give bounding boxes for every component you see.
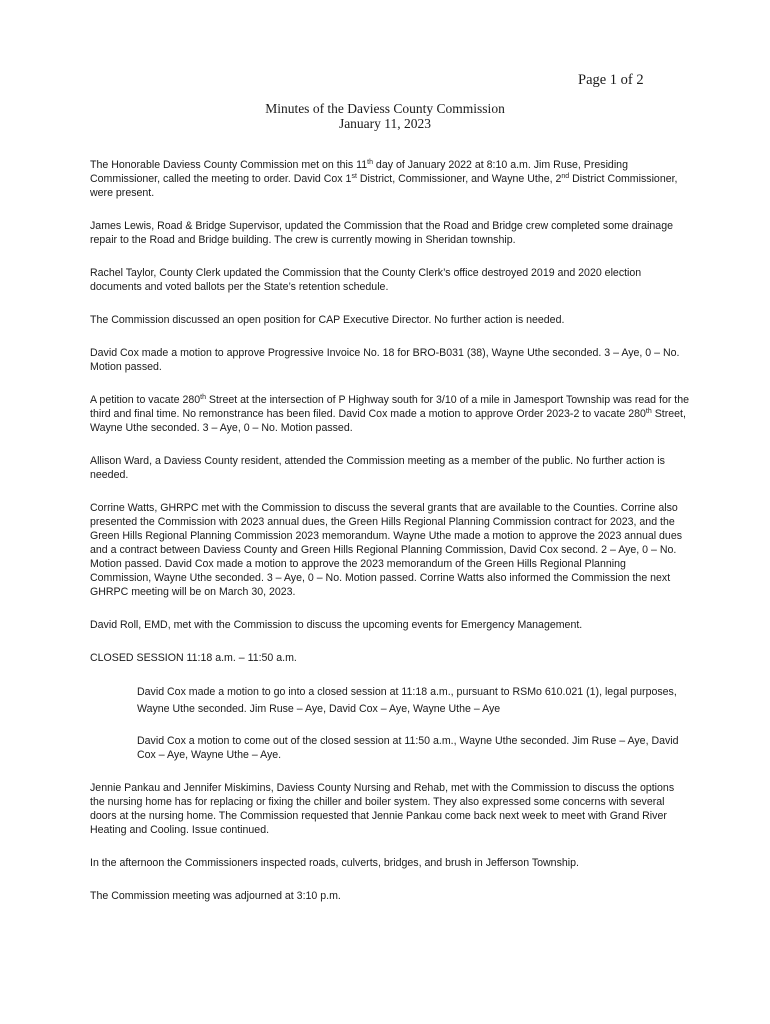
closed-session-motion-enter: David Cox made a motion to go into a closed session at 11:18 a.m., pursuant to RSMo 610.021 (1), legal purposes, Wayne Uthe seconded. Jim Ruse – Aye, David Cox – Aye, Wayne Uthe – Aye (137, 686, 677, 715)
paragraph-street-vacate: A petition to vacate 280th Street at the intersection of P Highway south for 3/10 of a mile in Jamesport Township was read for the third and final time. No remonstrance has been filed. David Cox made a motion to approve Order 2023-2 to vacate 280th Street, Wayne Uthe seconded. 3 – Aye, 0 – No. Motion passed. (90, 394, 690, 434)
closed-session-section (90, 651, 690, 762)
paragraph-call-to-order: The Honorable Daviess County Commission met on this 11th day of January 2022 at 8:10 a.m. Jim Ruse, Presiding Commissioner, called the meeting to order. David Cox 1st District, Commissioner, and Wayne Uthe, 2nd District Commissioner, were present. (90, 159, 678, 199)
paragraph-county-clerk: Rachel Taylor, County Clerk updated the Commission that the County Clerk’s office destroyed 2019 and 2020 election documents and voted ballots per the State’s retention schedule. (90, 267, 642, 293)
closed-session-heading: CLOSED SESSION 11:18 a.m. – 11:50 a.m. (90, 652, 297, 664)
paragraph-emergency-management: David Roll, EMD, met with the Commission to discuss the upcoming events for Emergency Management. (90, 619, 583, 631)
paragraph-nursing-home: Jennie Pankau and Jennifer Miskimins, Daviess County Nursing and Rehab, met with the Commission to discuss the options the nursing home has for replacing or fixing the chiller and boiler system. They also expressed some concerns with several doors at the nursing home. The Commission requested that Jennie Pankau come back next week to meet with Grand River Heating and Cooling. Issue continued. (90, 782, 675, 836)
date-line: January 11, 2023 (338, 116, 432, 131)
paragraph-inspection: In the afternoon the Commissioners inspected roads, culverts, bridges, and brush in Jefferson Township. (90, 857, 579, 869)
paragraph-cap-director: The Commission discussed an open position for CAP Executive Director. No further action is needed. (90, 314, 565, 326)
minutes-body (90, 158, 690, 922)
closed-session-motions (137, 684, 690, 762)
document-title (0, 101, 770, 131)
paragraph-ghrpc: Corrine Watts, GHRPC met with the Commission to discuss the several grants that are available to the Counties. Corrine also presented the Commission with 2023 annual dues, the Green Hills Regional Planning Commission contract for 2023, and the Green Hills Regional Planning Commission 2023 memorandum. Wayne Uthe made a motion to approve the 2023 annual dues and a contract between Daviess County and Green Hills Regional Planning Commission, David Cox second. 2 – Aye, 0 – No. Motion passed. David Cox made a motion to approve the 2023 memorandum of the Green Hills Regional Planning Commission, Wayne Uthe seconded. 3 – Aye, 0 – No. Motion passed. Corrine Watts also informed the Commission the next GHRPC meeting will be on March 30, 2023. (90, 502, 683, 598)
paragraph-adjourned: The Commission meeting was adjourned at 3:10 p.m. (90, 890, 341, 902)
closed-session-motion-exit: David Cox a motion to come out of the closed session at 11:50 a.m., Wayne Uthe seconded. Jim Ruse – Aye, David Cox – Aye, Wayne Uthe – Aye. (137, 735, 679, 761)
paragraph-invoice-motion: David Cox made a motion to approve Progressive Invoice No. 18 for BRO-B031 (38), Wayne Uthe seconded. 3 – Aye, 0 – No. Motion passed. (90, 347, 680, 373)
page-number: Page 1 of 2 (578, 72, 644, 88)
title-line: Minutes of the Daviess County Commission (265, 101, 505, 116)
paragraph-public-attendee: Allison Ward, a Daviess County resident, attended the Commission meeting as a member of the public. No further action is needed. (90, 455, 665, 481)
paragraph-road-bridge: James Lewis, Road & Bridge Supervisor, updated the Commission that the Road and Bridge crew completed some drainage repair to the Road and Bridge building. The crew is currently mowing in Sheridan township. (90, 220, 673, 246)
